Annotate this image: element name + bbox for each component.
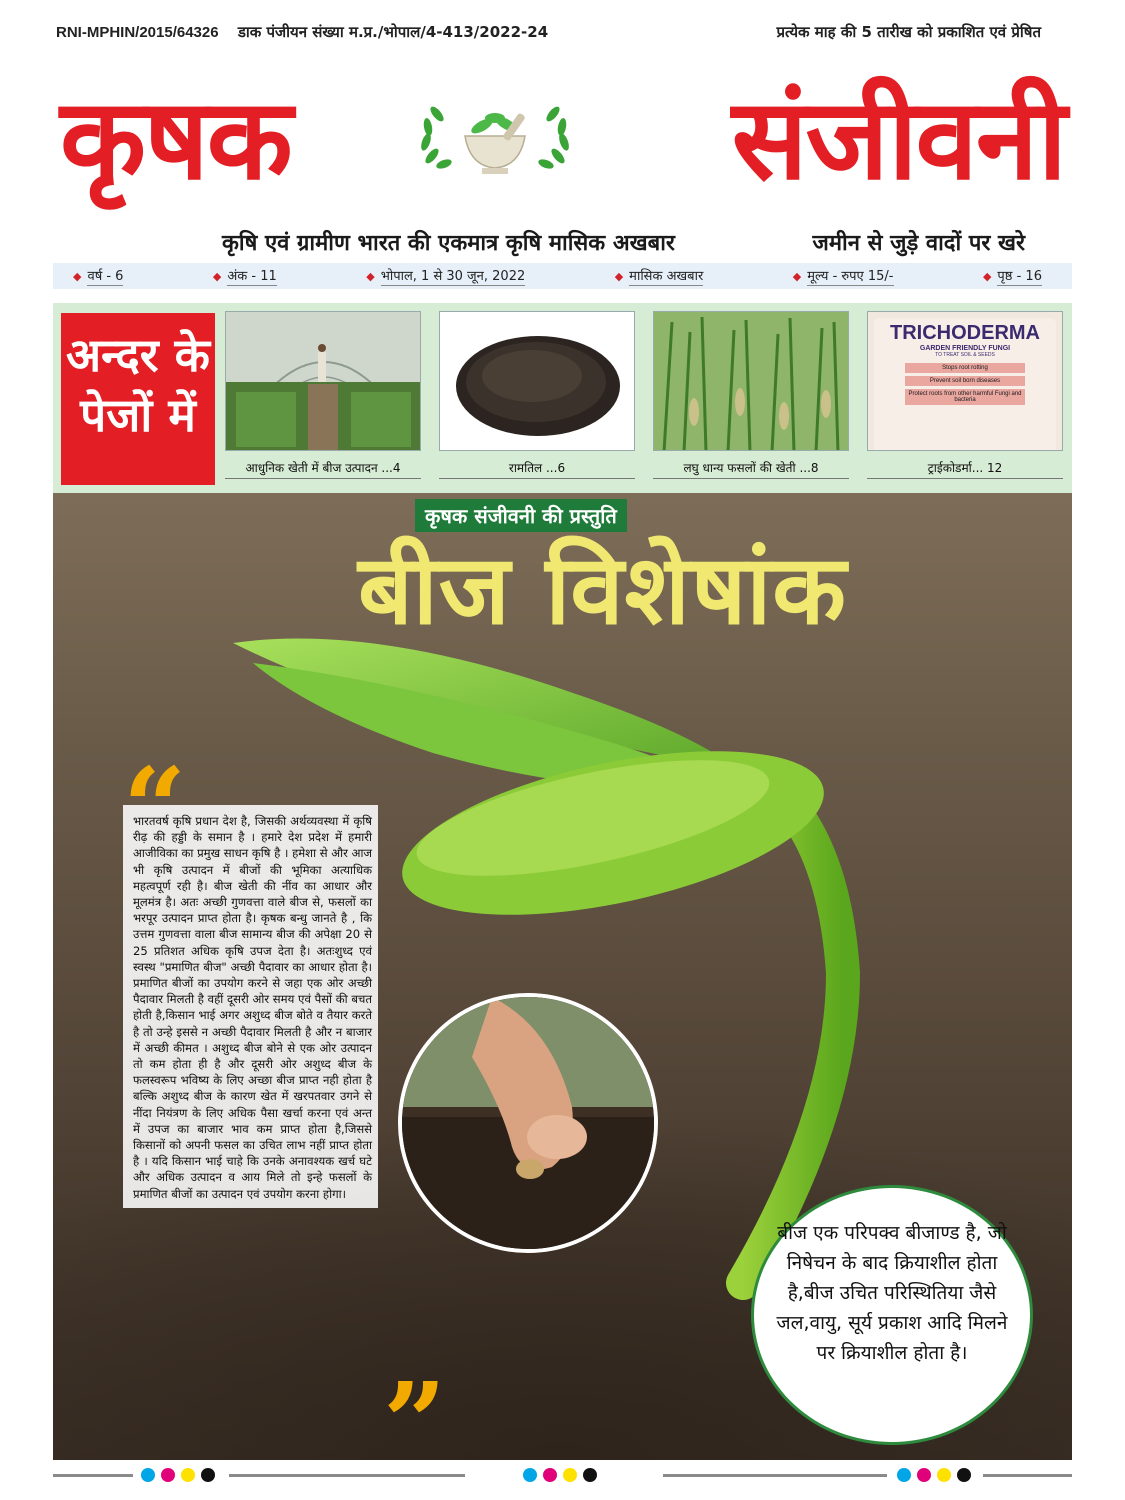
publish-note: प्रत्येक माह की 5 तारीख को प्रकाशित एवं प्रेषित [776,23,1041,41]
thumb-millet[interactable] [653,311,849,451]
info-type: ◆ मासिक अखबार [615,266,704,286]
thumb-caption-2[interactable]: रामतिल ...6 [439,459,635,479]
masthead-title-left: कृषक [60,75,291,205]
niger-seeds-image [440,312,635,451]
feature-section [53,493,1072,1460]
thumb-caption-4[interactable]: ट्राईकोडर्मा... 12 [867,459,1063,479]
yellow-dot-icon [563,1468,577,1482]
info-price: ◆ मूल्य - रुपए 15/- [793,266,894,286]
sowing-photo [398,993,658,1253]
inside-pages-box [53,303,1072,493]
diamond-bullet-icon: ◆ [982,269,992,283]
yellow-dot-icon [937,1468,951,1482]
tagline-right: जमीन से जुड़े वादों पर खरे [812,231,1025,256]
masthead-title-right: संजीवनी [731,75,1065,205]
info-issue: ◆ अंक - 11 [213,266,277,286]
thumb-caption-3[interactable]: लघु धान्य फसलों की खेती ...8 [653,459,849,479]
black-dot-icon [201,1468,215,1482]
cyan-dot-icon [897,1468,911,1482]
close-quote-icon: ” [383,1358,447,1460]
feature-title: बीज विशेषांक [358,534,847,646]
registration-line [56,22,548,42]
thumb-greenhouse[interactable] [225,311,421,451]
diamond-bullet-icon: ◆ [212,269,222,283]
hand-sowing-image [402,997,654,1249]
tagline-left: कृषि एवं ग्रामीण भारत की एकमात्र कृषि मासिक अखबार [222,231,675,256]
info-year: ◆ वर्ष - 6 [73,266,123,286]
magenta-dot-icon [543,1468,557,1482]
thumb-seeds[interactable] [439,311,635,451]
mark-line [53,1474,133,1477]
magenta-dot-icon [161,1468,175,1482]
cyan-dot-icon [141,1468,155,1482]
diamond-bullet-icon: ◆ [366,269,375,283]
info-pages: ◆ पृष्ठ - 16 [983,266,1042,286]
masthead [60,75,1065,220]
diamond-bullet-icon: ◆ [73,269,82,283]
diamond-bullet-icon: ◆ [614,269,624,283]
info-bar [53,263,1072,289]
mark-line [229,1474,465,1477]
thumb-trichoderma[interactable] [867,311,1063,451]
greenhouse-image [226,312,421,451]
info-date: ◆ भोपाल, 1 से 30 जून, 2022 [366,266,525,286]
diamond-bullet-icon: ◆ [792,269,802,283]
herb-mortar-logo-icon [410,94,580,184]
yellow-dot-icon [181,1468,195,1482]
black-dot-icon [583,1468,597,1482]
postal-registration: डाक पंजीयन संख्या म.प्र./भोपाल/4-413/2022-24 [237,23,549,41]
millet-crop-image [654,312,849,451]
magenta-dot-icon [917,1468,931,1482]
feature-article: भारतवर्ष कृषि प्रधान देश है, जिसकी अर्थव्यवस्था में कृषि रीढ़ की हड्डी के समान है । हमारे देश प्रदेश में हमारी आजीविका का प्रमुख साधन कृषि है । हमेशा से और आज भी कृषि उत्पादन में बीजों की भूमिका अत्याधिक महत्वपूर्ण रही है। बीज खेती की नींव का आधार और मूलमंत्र है। अतः अच्छी गुणवत्ता वाले बीज से, फसलों का भरपूर उत्पादन प्राप्त होता है। कृषक बन्धु जानते है , कि उत्तम गुणवत्ता वाला बीज सामान्य बीज की अपेक्षा 20 से 25 प्रतिशत अधिक कृषि उपज देता है। अतःशुध्द एवं स्वस्थ "प्रमाणित बीज" अच्छी पैदावार का आधार होता है। प्रमाणित बीजों का उपयोग करने से जहा एक ओर अच्छी पैदावार मिलती है वहीं दूसरी ओर समय एवं पैसों की बचत होती है,किसान भाई अगर अशुध्द बीज बोते व तैयार करते है तो उन्हे इससे न अच्छी पैदावार मिलती है और न बाजार में अच्छी कीमत । अशुध्द बीज बोने से एक ओर उत्पादन तो कम होता ही है और दूसरी ओर अशुध्द बीज के फलस्वरूप भविष्य के लिए अच्छा बीज प्राप्त नही होता है बल्कि अशुध्द बीज के कारण खेत में खरपतवार उगने से नींदा नियंत्रण के लिए अधिक पैसा खर्चा करना एवं अन्त में उपज का बाजार भाव कम प्राप्त होता है,जिससे किसानों को अपनी फसल का उचित लाभ नहीं प्राप्त होता है । यदि किसान भाई चाहे कि उनके अनावश्यक खर्च घटे और अधिक उत्पादन व आय मिले तो इन्हे फसलों के प्रमाणित बीजों का उत्पादन एवं उपयोग करना होगा। [123,805,378,1208]
thumb-caption-1[interactable]: आधुनिक खेती में बीज उत्पादन ...4 [225,459,421,479]
mark-line [663,1474,887,1477]
print-marks [53,1468,1072,1482]
callout-circle: बीज एक परिपक्व बीजाण्ड है, जो निषेचन के बाद क्रियाशील होता है,बीज उचित परिस्थितिया जैसे जल,वायु, सूर्य प्रकाश आदि मिलने पर क्रियाशील होता है। [751,1185,1033,1445]
inside-pages-label: अन्दर के पेजों में [61,313,215,485]
cyan-dot-icon [523,1468,537,1482]
presenter-badge: कृषक संजीवनी की प्रस्तुति [415,499,627,532]
rni-number: RNI-MPHIN/2015/64326 [56,24,219,41]
black-dot-icon [957,1468,971,1482]
trichoderma-pack: TRICHODERMA GARDEN FRIENDLY FUNGI TO TREAT SOIL & SEEDS Stops root rotting Prevent soil born diseases Protect roots from other harmful Fungi and bacteria [874,318,1056,450]
mark-line [983,1474,1072,1477]
